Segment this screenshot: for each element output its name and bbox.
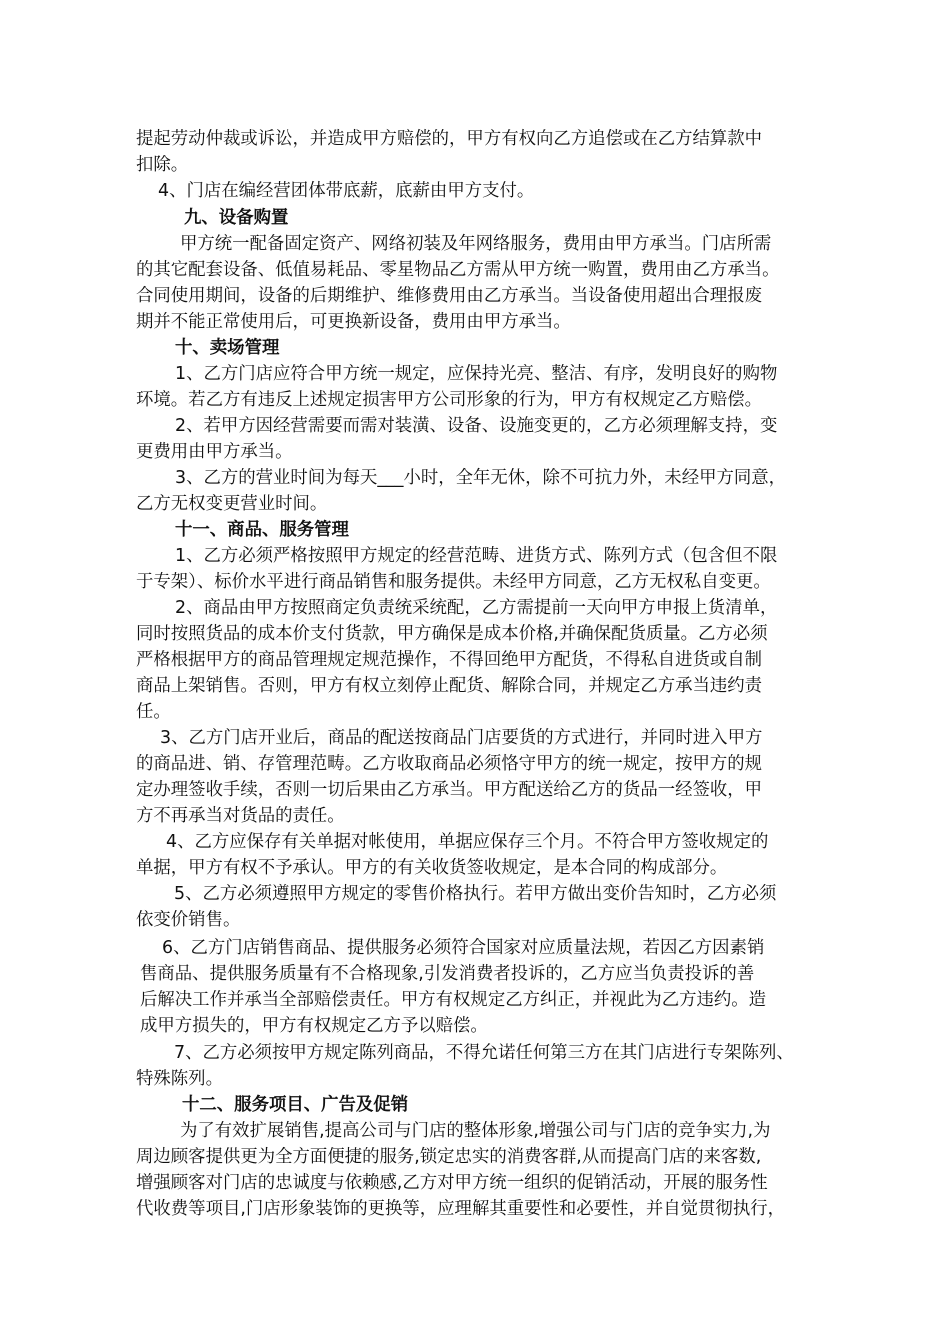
body-line: 环境。若乙方有违反上述规定损害甲方公司形象的行为，甲方有权规定乙方赔偿。 bbox=[136, 390, 763, 410]
body-line: 扣除。 bbox=[136, 155, 189, 175]
section-heading-11: 十一、商品、服务管理 bbox=[175, 520, 349, 540]
body-line: 为了有效扩展销售,提高公司与门店的整体形象,增强公司与门店的竞争实力,为 bbox=[180, 1121, 771, 1141]
body-line: 更费用由甲方承当。 bbox=[136, 442, 293, 462]
body-line: 6、乙方门店销售商品、提供服务必须符合国家对应质量法规，若因乙方因素销 bbox=[162, 938, 765, 958]
body-line: 代收费等项目,门店形象装饰的更换等，应理解其重要性和必要性，并自觉贯彻执行， bbox=[136, 1199, 785, 1219]
body-line: 甲方统一配备固定资产、网络初装及年网络服务，费用由甲方承当。门店所需 bbox=[180, 234, 772, 254]
body-line: 1、乙方必须严格按照甲方规定的经营范畴、进货方式、陈列方式（包含但不限 bbox=[175, 546, 778, 566]
body-line: 售商品、提供服务质量有不合格现象,引发消费者投诉的，乙方应当负责投诉的善 bbox=[140, 964, 755, 984]
body-line: 周边顾客提供更为全方面便捷的服务,锁定忠实的消费客群,从而提高门店的来客数, bbox=[136, 1147, 762, 1167]
body-line: 商品上架销售。否则，甲方有权立刻停止配货、解除合同，并规定乙方承当违约责 bbox=[136, 676, 763, 696]
body-line: 特殊陈列。 bbox=[136, 1069, 223, 1089]
body-line: 定办理签收手续，否则一切后果由乙方承当。甲方配送给乙方的货品一经签收，甲 bbox=[136, 780, 763, 800]
body-line: 1、乙方门店应符合甲方统一规定，应保持光亮、整洁、有序，发明良好的购物 bbox=[175, 364, 778, 384]
body-line: 于专架）、标价水平进行商品销售和服务提供。未经甲方同意，乙方无权私自变更。 bbox=[136, 572, 771, 592]
body-line: 合同使用期间，设备的后期维护、维修费用由乙方承当。当设备使用超出合理报废 bbox=[136, 286, 763, 306]
body-line: 依变价销售。 bbox=[136, 910, 241, 930]
section-heading-12: 十二、服务项目、广告及促销 bbox=[182, 1095, 409, 1115]
body-line: 后解决工作并承当全部赔偿责任。甲方有权规定乙方纠正，并视此为乙方违约。造 bbox=[140, 990, 767, 1010]
body-line: 增强顾客对门店的忠诚度与依赖感,乙方对甲方统一组织的促销活动，开展的服务性 bbox=[136, 1173, 768, 1193]
body-line: 成甲方损失的，甲方有权规定乙方予以赔偿。 bbox=[140, 1016, 488, 1036]
body-line: 同时按照货品的成本价支付货款，甲方确保是成本价格,并确保配货质量。乙方必须 bbox=[136, 624, 768, 644]
body-line: 3、乙方的营业时间为每天___小时，全年无休，除不可抗力外，未经甲方同意， bbox=[175, 468, 787, 488]
body-line: 7、乙方必须按甲方规定陈列商品，不得允诺任何第三方在其门店进行专架陈列、 bbox=[174, 1043, 794, 1063]
body-line: 的其它配套设备、低值易耗品、零星物品乙方需从甲方统一购置，费用由乙方承当。 bbox=[136, 260, 780, 280]
body-line: 严格根据甲方的商品管理规定规范操作，不得回绝甲方配货，不得私自进货或自制 bbox=[136, 650, 763, 670]
section-heading-9: 九、设备购置 bbox=[184, 208, 289, 228]
body-line: 单据，甲方有权不予承认。甲方的有关收货签收规定，是本合同的构成部分。 bbox=[136, 858, 728, 878]
body-line: 4、门店在编经营团体带底薪，底薪由甲方支付。 bbox=[158, 181, 535, 201]
section-heading-10: 十、卖场管理 bbox=[175, 338, 280, 358]
body-line: 方不再承当对货品的责任。 bbox=[136, 806, 345, 826]
body-line: 2、若甲方因经营需要而需对装潢、设备、设施变更的，乙方必须理解支持，变 bbox=[175, 416, 778, 436]
body-line: 乙方无权变更营业时间。 bbox=[136, 494, 328, 514]
body-line: 的商品进、销、存管理范畴。乙方收取商品必须恪守甲方的统一规定，按甲方的规 bbox=[136, 754, 763, 774]
body-line: 任。 bbox=[136, 702, 171, 722]
body-line: 4、乙方应保存有关单据对帐使用，单据应保存三个月。不符合甲方签收规定的 bbox=[166, 832, 769, 852]
body-line: 3、乙方门店开业后，商品的配送按商品门店要货的方式进行，并同时进入甲方 bbox=[160, 728, 763, 748]
body-line: 提起劳动仲裁或诉讼，并造成甲方赔偿的，甲方有权向乙方追偿或在乙方结算款中 bbox=[136, 129, 763, 149]
body-line: 期并不能正常使用后，可更换新设备，费用由甲方承当。 bbox=[136, 312, 571, 332]
body-line: 5、乙方必须遵照甲方规定的零售价格执行。若甲方做出变价告知时，乙方必须 bbox=[174, 884, 777, 904]
body-line: 2、商品由甲方按照商定负责统采统配，乙方需提前一天向甲方申报上货清单， bbox=[175, 598, 778, 618]
